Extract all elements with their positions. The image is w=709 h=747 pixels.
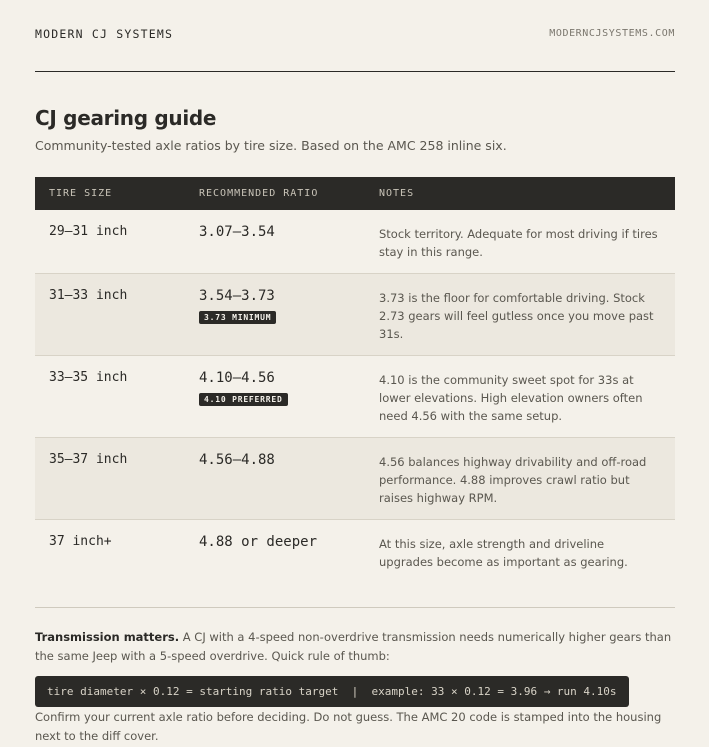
ratio-cell — [185, 520, 365, 607]
ratio-value: 4.10–4.56 — [199, 370, 275, 386]
notes-cell: Stock territory. Adequate for most driving if tires stay in this range. — [365, 210, 675, 274]
gearing-table — [35, 177, 675, 607]
confirm-note: Confirm your current axle ratio before deciding. Do not guess. The AMC 20 code is stamped into the housing next to the diff cover. — [35, 709, 662, 743]
table-row — [35, 356, 675, 438]
formula-code-block: tire diameter × 0.12 = starting ratio target | example: 33 × 0.12 = 3.96 → run 4.10s — [35, 676, 629, 707]
column-header-ratio: RECOMMENDED RATIO — [199, 188, 319, 199]
site-url[interactable]: MODERNCJSYSTEMS.COM — [549, 28, 675, 39]
table-header-row — [35, 177, 675, 210]
ratio-badge: 3.73 MINIMUM — [199, 311, 276, 324]
ratio-value: 4.56–4.88 — [199, 452, 275, 468]
ratio-cell — [185, 438, 365, 520]
ratio-cell — [185, 356, 365, 438]
table-row — [35, 274, 675, 356]
notes-cell: 4.10 is the community sweet spot for 33s at lower elevations. High elevation owners often need 4.56 with the same setup. — [365, 356, 675, 438]
ratio-value: 3.07–3.54 — [199, 224, 275, 240]
page — [35, 0, 675, 747]
ratio-cell — [185, 274, 365, 356]
brand-name[interactable]: MODERN CJ SYSTEMS — [35, 26, 174, 41]
transmission-note — [35, 607, 675, 747]
table-row — [35, 520, 675, 607]
tire-size-cell: 35–37 inch — [35, 438, 185, 520]
column-header-tire-size: TIRE SIZE — [49, 188, 113, 199]
tire-size-cell: 31–33 inch — [35, 274, 185, 356]
notes-cell: 3.73 is the floor for comfortable driving. Stock 2.73 gears will feel gutless once you move past 31s. — [365, 274, 675, 356]
transmission-lead: Transmission matters. — [35, 629, 180, 644]
column-header-notes: NOTES — [379, 188, 415, 199]
tire-size-cell: 37 inch+ — [49, 534, 112, 549]
notes-cell: At this size, axle strength and driveline upgrades become as important as gearing. — [379, 537, 628, 569]
table-row — [35, 438, 675, 520]
transmission-text: A CJ with a 4-speed non-overdrive transmission needs numerically higher gears than the same Jeep with a 5-speed overdrive. Quick rule of thumb: — [35, 629, 672, 663]
ratio-value: 4.88 or deeper — [199, 534, 318, 550]
page-subtitle: Community-tested axle ratios by tire size. Based on the AMC 258 inline six. — [35, 138, 507, 153]
transmission-paragraph — [35, 628, 675, 667]
top-bar — [35, 0, 675, 72]
table-row — [35, 210, 675, 274]
ratio-value: 3.54–3.73 — [199, 288, 275, 304]
tire-size-cell: 29–31 inch — [35, 210, 185, 274]
notes-cell: 4.56 balances highway drivability and off-road performance. 4.88 improves crawl ratio but raises highway RPM. — [365, 438, 675, 520]
ratio-badge: 4.10 PREFERRED — [199, 393, 288, 406]
page-title: CJ gearing guide — [35, 106, 217, 130]
tire-size-cell: 33–35 inch — [35, 356, 185, 438]
ratio-cell — [185, 210, 365, 274]
